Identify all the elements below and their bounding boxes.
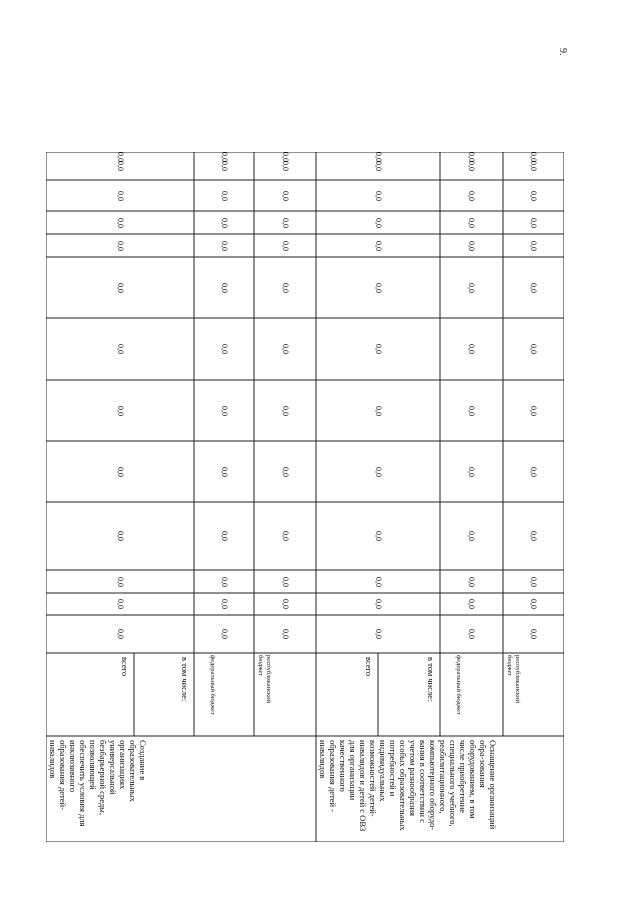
section-title-line: инклюзивного <box>67 740 78 793</box>
value-cell: 0,0 <box>467 240 476 251</box>
budget-table <box>46 152 564 842</box>
value-cell: 0,0 <box>280 190 290 201</box>
value-cell: 0,0 <box>115 531 125 541</box>
section-title-line: обеспечить условия для <box>77 740 88 827</box>
section-title <box>318 740 498 831</box>
value-cell: 0,0 <box>529 576 538 587</box>
value-cell: 0,0 <box>373 282 383 293</box>
value-cell: 0,0 <box>467 576 476 587</box>
value-cell: 0,0 <box>373 217 383 228</box>
value-cell: 0,0 <box>115 466 125 477</box>
section-title-line: вания в соответствии с <box>417 740 428 823</box>
value-cell: 0,0 <box>280 240 290 251</box>
value-cell: 0,0 <box>467 405 476 416</box>
section-title-line: качественного <box>337 740 348 792</box>
value-cell: 0,0 <box>219 531 229 541</box>
section-title-line: организациях <box>117 740 128 790</box>
value-cell: 0,0 <box>373 344 383 354</box>
section-title-line: компьютерного оборудо- <box>427 740 438 831</box>
value-cell: 0,0 <box>373 152 383 162</box>
row-label-total: всего <box>120 657 130 677</box>
value-cell: 0,0 <box>467 629 476 639</box>
value-cell: 0,0 <box>280 217 290 228</box>
value-cell: 0,0 <box>219 599 229 609</box>
section-title-line: образования детей- <box>57 740 68 810</box>
section-title-line: оборудованием, в том <box>467 740 478 819</box>
value-cell: 0,0 <box>529 282 538 293</box>
section-title-line: Оснащение организаций <box>488 740 498 830</box>
value-cell: 0,0 <box>115 240 125 251</box>
value-cell: 0,0 <box>467 161 476 171</box>
value-cell: 0,0 <box>219 405 229 416</box>
section-title-line: для организации <box>347 740 358 801</box>
section-title-line: инвалидов и детей с ОВЗ <box>357 740 368 832</box>
value-cell: 0,0 <box>219 282 229 293</box>
value-cell: 0,0 <box>529 190 538 201</box>
value-cell: 0,0 <box>529 344 538 354</box>
value-cell: 0,0 <box>373 190 383 201</box>
value-cell: 0,0 <box>219 466 229 477</box>
value-cell: 0,0 <box>529 152 538 162</box>
value-cell: 0,0 <box>115 405 125 416</box>
value-cell: 0,0 <box>115 190 125 201</box>
value-cell: 0,0 <box>115 599 125 609</box>
value-cell: 0,0 <box>467 217 476 228</box>
value-cell: 0,0 <box>529 629 538 639</box>
value-cell: 0,0 <box>219 344 229 354</box>
section-title-line: потребностей и <box>387 740 398 797</box>
row-label-federal: федеральный бюджет <box>455 655 462 715</box>
value-cell: 0,0 <box>280 576 290 587</box>
value-cell: 0,0 <box>115 282 125 293</box>
section-title-line: инвалидов <box>317 740 328 779</box>
value-cell: 0,0 <box>115 629 125 639</box>
value-cell: 0,0 <box>467 466 476 477</box>
value-cell: 0,0 <box>529 161 538 171</box>
row-label-including: в том числе: <box>426 657 436 702</box>
value-cell: 0,0 <box>529 240 538 251</box>
value-cell: 0,0 <box>467 599 476 609</box>
section-title-line: позволяющей <box>87 740 98 790</box>
value-cell: 0,0 <box>373 531 383 541</box>
value-cell: 0,0 <box>219 629 229 639</box>
value-cell: 0,0 <box>219 152 229 162</box>
section-title-line: образовательных <box>127 740 138 802</box>
table-grid-lines <box>46 152 564 842</box>
row-label-republican: республиканский бюджет <box>506 655 521 704</box>
section-title-line: возможностей детей- <box>367 740 378 817</box>
value-cell: 0,0 <box>280 599 290 609</box>
value-cell: 0,0 <box>115 576 125 587</box>
value-cell: 0,0 <box>373 240 383 251</box>
value-cell: 0,0 <box>219 190 229 201</box>
value-cell: 0,0 <box>280 152 290 162</box>
value-cell: 0,0 <box>280 531 290 541</box>
value-cell: 0,0 <box>529 599 538 609</box>
value-cell: 0,0 <box>373 466 383 477</box>
value-cell: 0,0 <box>219 161 229 171</box>
value-cell: 0,0 <box>115 161 125 171</box>
row-label-including: в том числе: <box>180 657 190 702</box>
row-label-total: всего <box>364 657 374 677</box>
section-title-line: индивидуальных <box>377 740 388 802</box>
row-label-federal: федеральный бюджет <box>209 655 216 715</box>
value-cell: 0,0 <box>529 405 538 416</box>
section-title-line: специального учебного, <box>447 740 458 827</box>
value-cell: 0,0 <box>467 531 476 541</box>
value-cell: 0,0 <box>115 217 125 228</box>
value-cell: 0,0 <box>373 161 383 171</box>
value-cell: 0,0 <box>467 152 476 162</box>
value-cell: 0,0 <box>219 240 229 251</box>
section-title-line: образования детей - <box>327 740 338 813</box>
value-cell: 0,0 <box>280 282 290 293</box>
section-title-line: обра-зования <box>477 740 488 788</box>
section-title-line: безбарьерной среды, <box>97 740 108 816</box>
value-cell: 0,0 <box>280 629 290 639</box>
page-number: 9. <box>557 48 568 56</box>
value-cell: 0,0 <box>280 405 290 416</box>
value-cell: 0,0 <box>373 629 383 639</box>
value-cell: 0,0 <box>529 217 538 228</box>
section-title-line: Создание в <box>138 740 148 781</box>
value-cell: 0,0 <box>467 282 476 293</box>
section-title <box>48 740 148 826</box>
value-cell: 0,0 <box>467 190 476 201</box>
section-title-line: особых образовательных <box>397 740 408 831</box>
value-cell: 0,0 <box>467 344 476 354</box>
section-title-line: числе приобретение <box>457 740 468 814</box>
value-cell: 0,0 <box>280 161 290 171</box>
value-cell: 0,0 <box>373 599 383 609</box>
value-cell: 0,0 <box>219 576 229 587</box>
value-cell: 0,0 <box>373 405 383 416</box>
section-title-line: учетом разнообразия <box>407 740 418 817</box>
value-cell: 0,0 <box>115 344 125 354</box>
section-title-line: универсальной <box>107 740 118 795</box>
value-cell: 0,0 <box>529 466 538 477</box>
section-title-line: реабилитационного, <box>437 740 448 814</box>
value-cell: 0,0 <box>219 217 229 228</box>
value-cell: 0,0 <box>373 576 383 587</box>
value-cell: 0,0 <box>280 466 290 477</box>
value-cell: 0,0 <box>529 531 538 541</box>
section-title-line: инвалидов <box>47 740 58 779</box>
row-label-republican: республиканский бюджет <box>257 655 272 704</box>
value-cell: 0,0 <box>280 344 290 354</box>
value-cell: 0,0 <box>115 152 125 162</box>
